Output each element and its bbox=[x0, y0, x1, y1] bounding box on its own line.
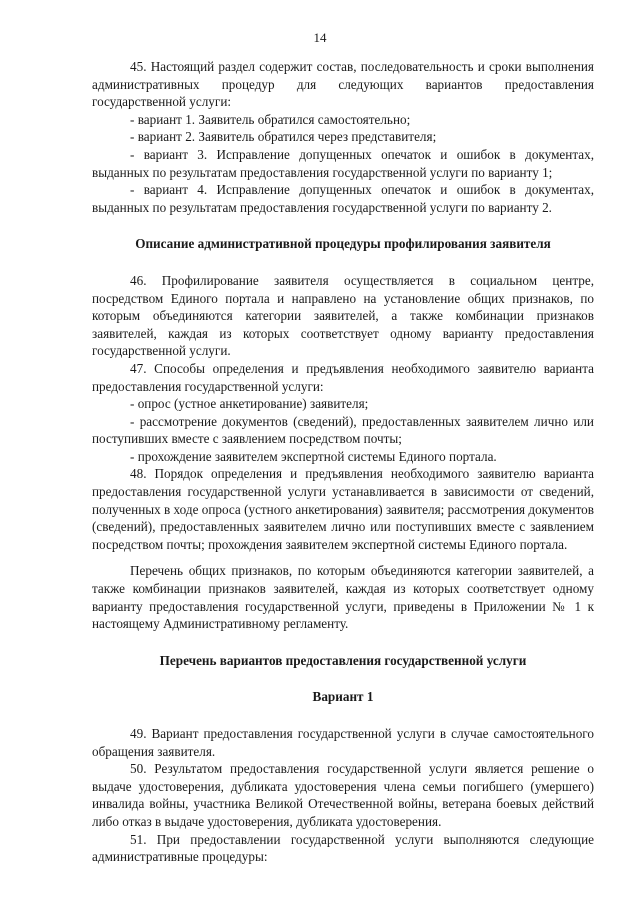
paragraph-48: 48. Порядок определения и предъявления необходимого заявителю варианта предоставления государственной услуги устанавливается в зависимости от сведений, полученных в ходе опроса (устного анкетирования) заявителя; рассмотрения документов (сведений), предоставленных заявителем лично или поступивших вместе с заявлением посредством почты; прохождения заявителем экспертной системы Единого портала. bbox=[92, 466, 594, 552]
section-heading-variants: Перечень вариантов предоставления государственной услуги bbox=[159, 652, 527, 668]
paragraph-47: 47. Способы определения и предъявления необходимого заявителю варианта предоставления государственной услуги: bbox=[92, 360, 594, 394]
paragraph-45: 45. Настоящий раздел содержит состав, последовательность и сроки выполнения административных процедур для следующих вариантов предоставления государственной услуги: bbox=[92, 59, 594, 110]
page-content bbox=[92, 58, 594, 866]
paragraph-50: 50. Результатом предоставления государственной услуги является решение о выдаче удостоверения, дубликата удостоверения члена семьи погибшего (умершего) инвалида войны, участника Великой Отечественной войны, ветерана боевых действий либо отказ в выдаче удостоверения, дубликата удостоверения. bbox=[92, 761, 594, 829]
paragraph-46: 46. Профилирование заявителя осуществляется в социальном центре, посредством Единого портала и направлено на установление общих признаков, по которым объединяются категории заявителей, а также комбинации признаков заявителей, каждая из которых соответствует одному варианту предоставления государственной услуги. bbox=[92, 272, 594, 359]
list-item: - вариант 3. Исправление допущенных опечаток и ошибок в документах, выданных по результатам предоставления государственной услуги по варианту 1; bbox=[92, 146, 594, 180]
section-heading-variant-1: Вариант 1 bbox=[312, 689, 374, 705]
list-item: - рассмотрение документов (сведений), предоставленных заявителем лично или поступивших вместе с заявлением посредством почты; bbox=[92, 413, 594, 447]
paragraph-48-continued: Перечень общих признаков, по которым объединяются категории заявителей, а также комбинации признаков заявителей, каждая из которых соответствует одному варианту предоставления государственной услуги, приведены в Приложении № 1 к настоящему Административному регламенту. bbox=[92, 563, 594, 632]
list-item: - вариант 1. Заявитель обратился самостоятельно; bbox=[130, 111, 411, 127]
list-item: - вариант 4. Исправление допущенных опечаток и ошибок в документах, выданных по результатам предоставления государственной услуги по варианту 2. bbox=[92, 182, 594, 215]
section-heading-profiling: Описание административной процедуры профилирования заявителя bbox=[135, 236, 551, 252]
list-item: - вариант 2. Заявитель обратился через представителя; bbox=[130, 129, 437, 145]
page-number: 14 bbox=[313, 30, 327, 45]
list-item: - прохождение заявителем экспертной системы Единого портала. bbox=[130, 448, 497, 464]
list-item: - опрос (устное анкетирование) заявителя; bbox=[130, 396, 369, 412]
paragraph-49: 49. Вариант предоставления государственной услуги в случае самостоятельного обращения заявителя. bbox=[92, 726, 594, 759]
paragraph-51: 51. При предоставлении государственной услуги выполняются следующие административные процедуры: bbox=[92, 831, 594, 865]
